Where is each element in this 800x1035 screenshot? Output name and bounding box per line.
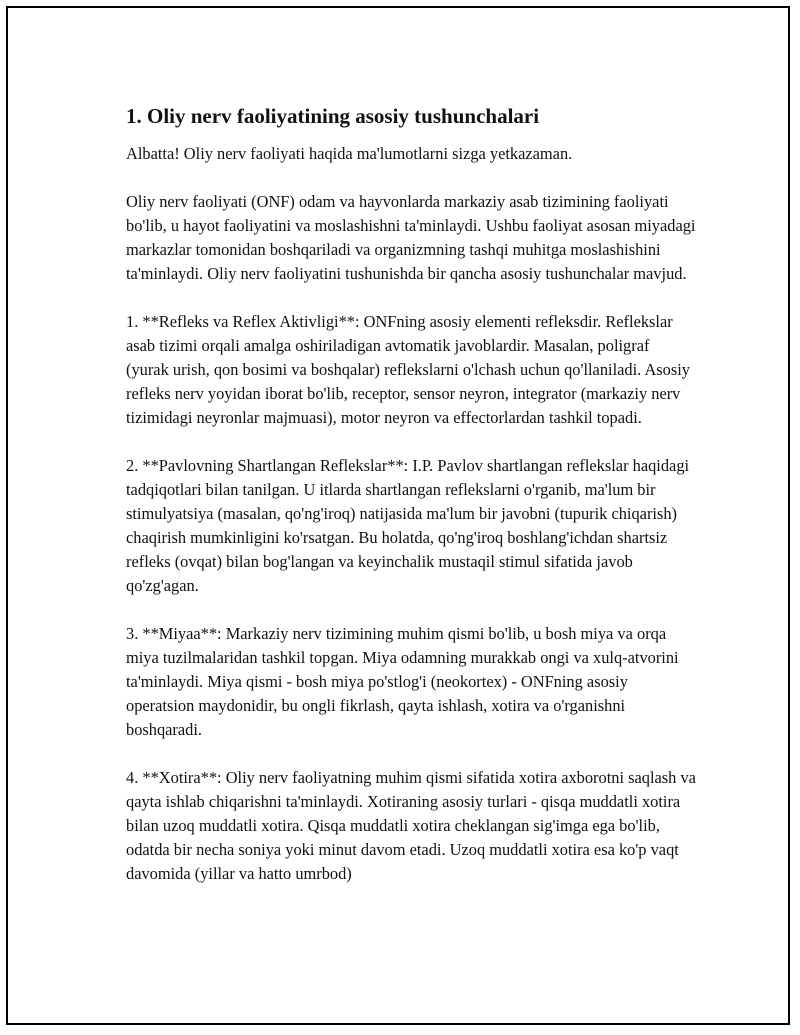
document-title: 1. Oliy nerv faoliyatining asosiy tushunchalari (126, 104, 540, 128)
page-frame (6, 6, 790, 1025)
paragraph-memory: 4. **Xotira**: Oliy nerv faoliyatning muhim qismi sifatida xotira axborotni saqlash va qayta ishlab chiqarishni ta'minlaydi. Xotiraning asosiy turlari - qisqa muddatli xotira bilan uzoq muddatli xotira. Qisqa muddatli xotira cheklangan sig'imga ega bo'lib, odatda bir necha soniya yoki minut davom etadi. Uzoq muddatli xotira esa ko'p vaqt davomida (yillar va hatto umrbod) (126, 768, 696, 883)
document-content (126, 100, 696, 886)
paragraph-pavlov: 2. **Pavlovning Shartlangan Reflekslar**: I.P. Pavlov shartlangan reflekslar haqidagi tadqiqotlari bilan tanilgan. U itlarda shartlangan reflekslarni o'rganib, ma'lum bir stimulyatsiya (masalan, qo'ng'iroq) natijasida ma'lum bir javobni (tupurik chiqarish) chaqirish mumkinligini ko'rsatgan. Bu holatda, qo'ng'iroq boshlang'ichdan shartsiz refleks (ovqat) bilan bog'langan va keyinchalik mustaqil stimul sifatida javob qo'zg'agan. (126, 456, 690, 595)
paragraph-brain: 3. **Miyaa**: Markaziy nerv tizimining muhim qismi bo'lib, u bosh miya va orqa miya tuzilmalaridan tashkil topgan. Miya odamning murakkab ongi va xulq-atvorini ta'minlaydi. Miya qismi - bosh miya po'stlog'i (neokortex) - ONFning asosiy operatsion maydonidir, bu ongli fikrlash, qayta ishlash, xotira va o'rganishni boshqaradi. (126, 624, 679, 739)
paragraph-overview: Oliy nerv faoliyati (ONF) odam va hayvonlarda markaziy asab tizimining faoliyati bo'lib, u hayot faoliyatini va moslashishni ta'minlaydi. Ushbu faoliyat asosan miyadagi markazlar tomonidan boshqariladi va organizmning tashqi muhitga moslashishini ta'minlaydi. Oliy nerv faoliyatini tushunishda bir qancha asosiy tushunchalar mavjud. (126, 192, 696, 283)
paragraph-intro: Albatta! Oliy nerv faoliyati haqida ma'lumotlarni sizga yetkazaman. (126, 144, 573, 163)
paragraph-reflex: 1. **Refleks va Reflex Aktivligi**: ONFning asosiy elementi refleksdir. Reflekslar asab tizimi orqali amalga oshiriladigan avtomatik javoblardir. Masalan, poligraf (yurak urish, qon bosimi va boshqalar) reflekslarni o'lchash uchun qo'llaniladi. Asosiy refleks nerv yoyidan iborat bo'lib, receptor, sensor neyron, integrator (markaziy nerv tizimidagi neyronlar majmuasi), motor neyron va effectorlardan tashkil topadi. (126, 312, 690, 427)
